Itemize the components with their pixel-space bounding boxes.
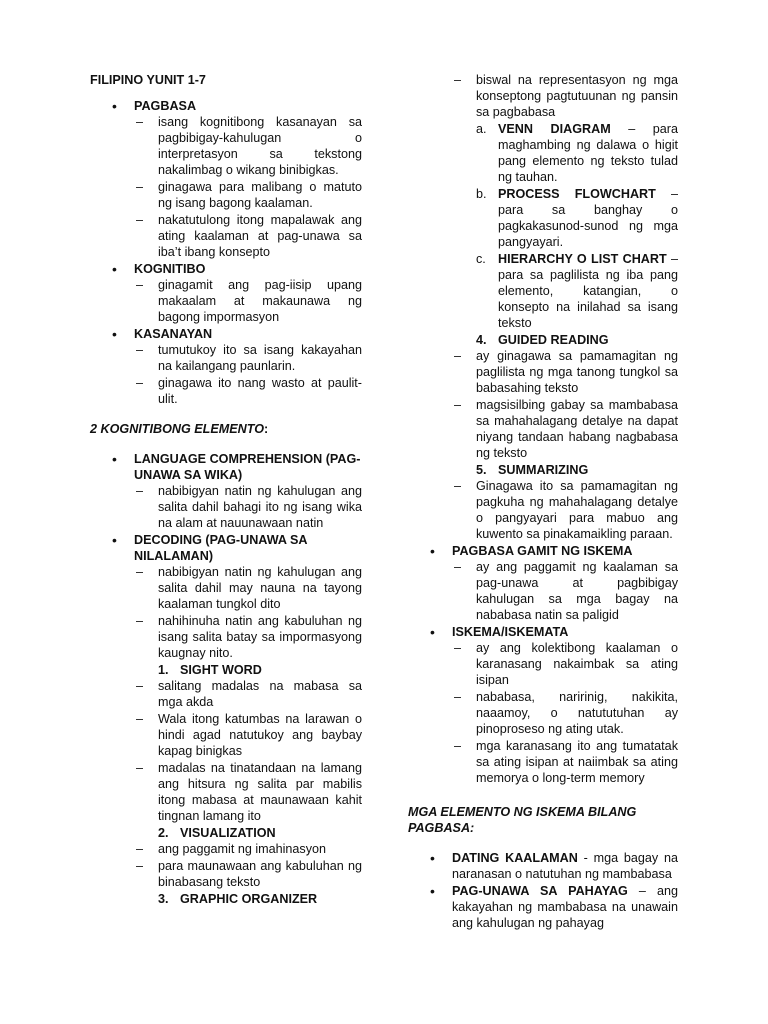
bullet-pagbasa xyxy=(90,98,362,260)
letter: b. xyxy=(476,187,487,201)
bullet-label: PAGBASA xyxy=(134,99,197,113)
numbered-label: SUMMARIZING xyxy=(498,463,589,477)
dash-item: – Wala itong katumbas na larawan o hindi agad natutukoy ang baybay kapag binigkas xyxy=(134,711,362,759)
dash-item: – magsisilbing gabay sa mambabasa sa mahahalagang detalye na dapat niyang tandaan habang nagbabasa ng teksto xyxy=(452,397,678,461)
section-heading-colon: : xyxy=(264,422,269,436)
lettered-text: – para maghambing ng dalawa o higit pang elemento ng teksto tulad ng tauhan. xyxy=(498,122,678,184)
dash-item: – nabibigyan natin ng kahulugan ang salita dahil bahagi ito ng isang wika na alam at nauunawaan natin xyxy=(134,483,362,531)
bullet-label: PAG-UNAWA SA PAHAYAG xyxy=(452,884,628,898)
numbered-heading xyxy=(134,825,362,841)
dash-list xyxy=(134,678,362,824)
dash-list xyxy=(452,72,678,120)
bullet-label: ISKEMA/ISKEMATA xyxy=(452,625,569,639)
bullet-list xyxy=(90,98,362,407)
dash-list xyxy=(452,559,678,623)
bullet-label: KOGNITIBO xyxy=(134,262,206,276)
dash-list xyxy=(452,348,678,461)
graphic-organizer-continued xyxy=(408,72,678,542)
bullet-label: KASANAYAN xyxy=(134,327,213,341)
lettered-text: – para sa paglilista ng iba pang elemento, katangian, o konsepto na inilahad sa isang teksto xyxy=(498,252,678,330)
bullet-language-comprehension xyxy=(90,451,362,531)
dash-item: – ginagamit ang pag-iisip upang makaalam at makaunawa ng bagong impormasyon xyxy=(134,277,362,325)
numbered-label: GRAPHIC ORGANIZER xyxy=(180,892,318,906)
numbered-label: GUIDED READING xyxy=(498,333,609,347)
bullet-iskema xyxy=(408,624,678,786)
lettered-item xyxy=(452,121,678,185)
letter: c. xyxy=(476,252,486,266)
dash-list xyxy=(134,342,362,407)
section-heading: MGA ELEMENTO NG ISKEMA BILANG PAGBASA: xyxy=(408,805,637,835)
bullet-definition: - mga bagay na naranasan o natutuhan ng mambabasa xyxy=(452,851,678,881)
letter: a. xyxy=(476,122,487,136)
dash-item: – nabibigyan natin ng kahulugan ang salita dahil may nauna na tayong kaalaman tungkol dito xyxy=(134,564,362,612)
lettered-label: PROCESS FLOWCHART xyxy=(498,187,656,201)
bullet-list xyxy=(90,451,362,907)
numbered-heading xyxy=(134,891,362,907)
dash-list xyxy=(452,640,678,786)
number: 1. xyxy=(158,663,169,677)
lettered-item xyxy=(452,186,678,250)
numbered-heading xyxy=(134,662,362,678)
dash-item: – ay ginagawa sa pamamagitan ng paglilista ng mga tanong tungkol sa babasahing teksto xyxy=(452,348,678,396)
lettered-text: – para sa banghay o pagkakasunod-sunod ng mga pangyayari. xyxy=(498,187,678,249)
numbered-label: VISUALIZATION xyxy=(180,826,276,840)
number: 5. xyxy=(476,463,487,477)
bullet-definition: – ang kakayahan ng mambabasa na unawain ang kahulugan ng pahayag xyxy=(452,884,678,930)
bullet-label: DECODING (PAG-UNAWA SA NILALAMAN) xyxy=(134,533,308,563)
dash-item: – ginagawa para malibang o matuto ng isang bagong kaalaman. xyxy=(134,179,362,211)
numbered-label: SIGHT WORD xyxy=(180,663,262,677)
dash-list xyxy=(134,564,362,661)
bullet-kognitibo xyxy=(90,261,362,325)
right-column xyxy=(408,72,678,932)
bullet-list xyxy=(408,543,678,786)
dash-item: – ginagawa ito nang wasto at paulit-ulit. xyxy=(134,375,362,407)
dash-item: – mga karanasang ito ang tumatatak sa ating isipan at naiimbak sa ating memorya o long-term memory xyxy=(452,738,678,786)
number: 3. xyxy=(158,892,169,906)
number: 4. xyxy=(476,333,487,347)
dash-list xyxy=(452,478,678,542)
bullet-label: PAGBASA GAMIT NG ISKEMA xyxy=(452,544,633,558)
dash-item: – salitang madalas na mabasa sa mga akda xyxy=(134,678,362,710)
dash-list xyxy=(134,114,362,260)
numbered-heading xyxy=(452,462,678,478)
dash-item: – nababasa, naririnig, nakikita, naaamoy, o natututuhan ay pinoproseso ng ating utak. xyxy=(452,689,678,737)
dash-item: – ay ang paggamit ng kaalaman sa pag-unawa at pagbibigay kahulugan sa mga bagay na nababasa natin sa paligid xyxy=(452,559,678,623)
bullet-pag-unawa-sa-pahayag xyxy=(408,883,678,931)
bullet-decoding xyxy=(90,532,362,907)
dash-list xyxy=(134,841,362,890)
dash-item: – tumutukoy ito sa isang kakayahan na kailangang paunlarin. xyxy=(134,342,362,374)
bullet-label: DATING KAALAMAN xyxy=(452,851,578,865)
bullet-label: LANGUAGE COMPREHENSION (PAG-UNAWA SA WIKA) xyxy=(134,452,361,482)
lettered-item xyxy=(452,251,678,331)
bullet-pagbasa-gamit-ng-iskema xyxy=(408,543,678,623)
dash-list xyxy=(134,483,362,531)
dash-item: – Ginagawa ito sa pamamagitan ng pagkuha ng mahahalagang detalye o pangyayari para mabuo ang kuwento sa pinakamaikling paraan. xyxy=(452,478,678,542)
dash-item: – isang kognitibong kasanayan sa pagbibigay-kahulugan o interpretasyon sa tekstong nakalimbag o wikang binibigkas. xyxy=(134,114,362,178)
dash-item: – nakatutulong itong mapalawak ang ating kaalaman at pag-unawa sa iba’t ibang konsepto xyxy=(134,212,362,260)
dash-item: – para maunawaan ang kabuluhan ng binabasang teksto xyxy=(134,858,362,890)
bullet-dating-kaalaman xyxy=(408,850,678,882)
dash-list xyxy=(134,277,362,325)
number: 2. xyxy=(158,826,169,840)
numbered-heading xyxy=(452,332,678,348)
section-heading xyxy=(90,421,362,437)
lettered-label: HIERARCHY O LIST CHART xyxy=(498,252,667,266)
dash-item: – biswal na representasyon ng mga konseptong pagtutuunan ng pansin sa pagbabasa xyxy=(452,72,678,120)
section-heading-text: 2 KOGNITIBONG ELEMENTO xyxy=(90,422,264,436)
lettered-label: VENN DIAGRAM xyxy=(498,122,611,136)
dash-item: – nahihinuha natin ang kabuluhan ng isang salita batay sa impormasyong kaugnay nito. xyxy=(134,613,362,661)
dash-item: – ang paggamit ng imahinasyon xyxy=(134,841,362,857)
left-column xyxy=(90,72,362,908)
dash-item: – ay ang kolektibong kaalaman o karanasang nakaimbak sa ating isipan xyxy=(452,640,678,688)
bullet-kasanayan xyxy=(90,326,362,407)
document-title: FILIPINO YUNIT 1-7 xyxy=(90,73,206,87)
dash-item: – madalas na tinatandaan na lamang ang hitsura ng salita par mabilis itong mabasa at maunawaan kahit tingnan lamang ito xyxy=(134,760,362,824)
bullet-list xyxy=(408,850,678,931)
